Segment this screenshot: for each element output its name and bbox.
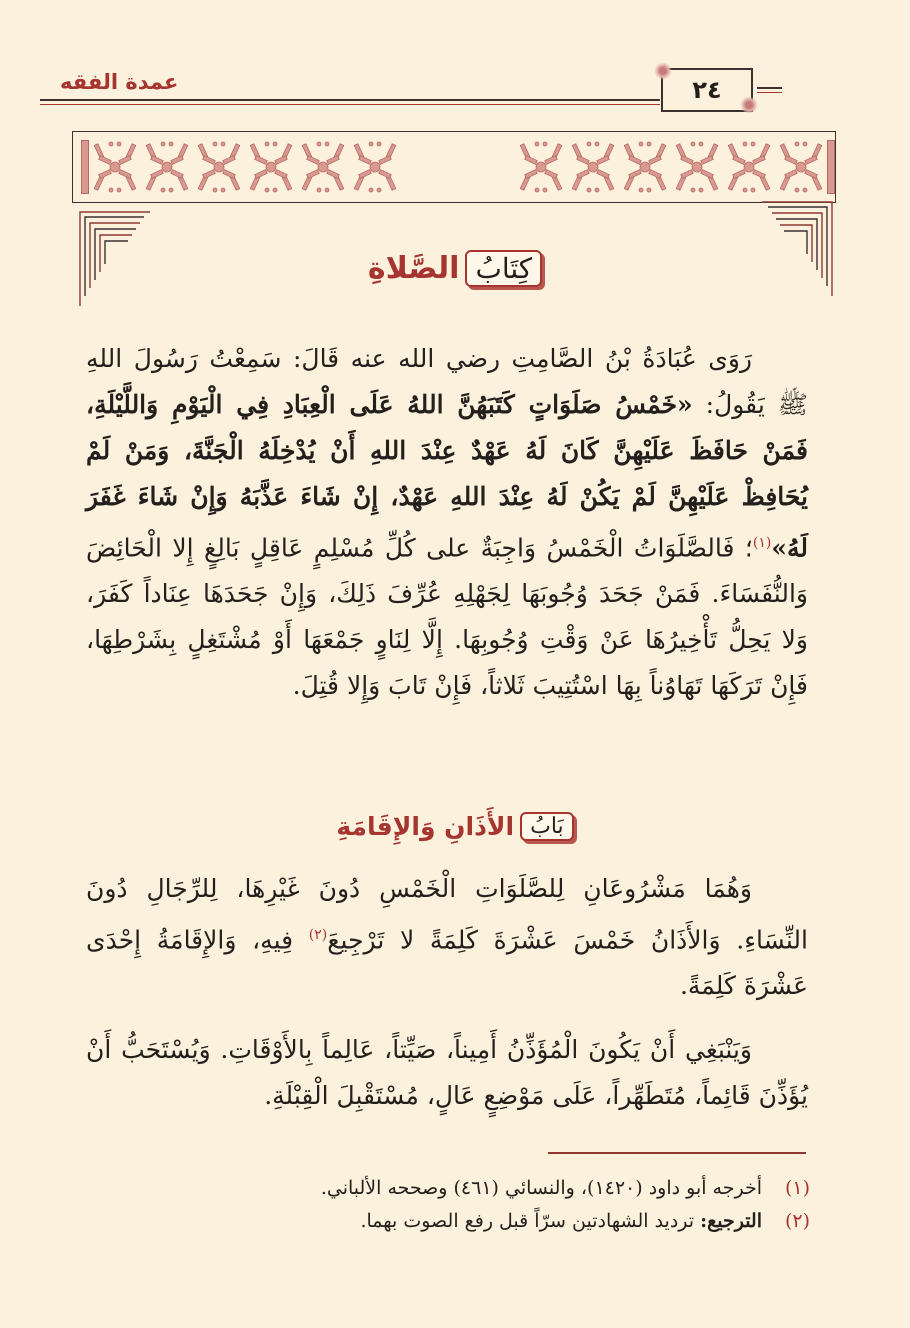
adhan-text: وَهُمَا مَشْرُوعَانِ لِلصَّلَوَاتِ الْخَمْسِ دُونَ غَيْرِهَا، لِلرِّجَالِ دُونَ النِّسَاءِ. وَالأَذَانُ خَمْسَ عَشْرَةَ كَلِمَةً لا تَرْجِيعَ <box>86 874 808 955</box>
header-rule-right <box>757 87 782 89</box>
section-paragraph-1 <box>86 866 808 1009</box>
star-motif-icon <box>723 140 775 194</box>
chapter-tag: كِتَابُ <box>465 250 542 287</box>
star-motif-icon <box>619 140 671 194</box>
footnote-ref-1[interactable]: (١) <box>752 535 772 551</box>
footnote-2 <box>150 1205 810 1238</box>
footnote-separator <box>548 1152 806 1154</box>
section-tag: بَابُ <box>520 812 574 841</box>
footnote-number: (١) <box>784 1177 810 1199</box>
star-motif-icon <box>671 140 723 194</box>
ruling-text: ؛ فَالصَّلَوَاتُ الْخَمْسُ وَاجِبَةٌ على كُلِّ مُسْلِمٍ عَاقِلٍ بَالِغٍ إِلا الْحَائِضَ وَالنُّفَسَاءَ. فَمَنْ جَحَدَ وُجُوبَهَا لِجَهْلِهِ عُرِّفَ ذَلِكَ، وَإِنْ جَحَدَهَا عِنَاداً كَفَرَ، وَلا يَحِلُّ تَأْخِيرُهَا عَنْ وَقْتِ وُجُوبِهَا. إِلَّا لِنَاوٍ جَمْعَهَا أَوْ مُشْتَغِلٍ بِشَرْطِهَا، فَإِنْ تَرَكَهَا تَهَاوُناً بِهَا اسْتُتِيبَ ثَلاثاً، فَإِنْ تَابَ وَإِلا قُتِلَ. <box>86 533 808 701</box>
header-rule <box>40 99 660 101</box>
star-motif-icon <box>515 140 567 194</box>
section-title: الأَذَانِ وَالإِقَامَةِ <box>336 812 515 841</box>
star-motif-icon <box>245 140 297 194</box>
star-motif-icon <box>89 140 141 194</box>
star-motif-icon <box>775 140 827 194</box>
hadith-intro: رَوَى عُبَادَةُ بْنُ الصَّامِتِ رضي الله عنه قَالَ: سَمِعْتُ رَسُولَ اللهِ ﷺ يَقُولُ: <box>86 344 808 419</box>
header-rule-right-accent <box>757 92 782 93</box>
footnote-ref-2[interactable]: (٢) <box>308 927 328 943</box>
banner-bar <box>827 140 835 194</box>
hadith-text: «خَمْسُ صَلَوَاتٍ كَتَبَهُنَّ اللهُ عَلَى الْعِبَادِ فِي الْيَوْمِ وَاللَّيْلَةِ، فَمَنْ حَافَظَ عَلَيْهِنَّ كَانَ لَهُ عَهْدٌ عِنْدَ اللهِ أَنْ يُدْخِلَهُ الْجَنَّةَ، وَمَنْ لَمْ يُحَافِظْ عَلَيْهِنَّ لَمْ يَكُنْ لَهُ عِنْدَ اللهِ عَهْدٌ، إِنْ شَاءَ عَذَّبَهُ وَإِنْ شَاءَ غَفَرَ لَهُ» <box>86 390 808 563</box>
star-motif-icon <box>567 140 619 194</box>
banner-bar <box>81 140 89 194</box>
chapter-body <box>86 336 808 709</box>
header-rule-accent <box>40 104 660 105</box>
section-body <box>86 866 808 1119</box>
star-motif-icon <box>349 140 401 194</box>
star-motif-icon <box>193 140 245 194</box>
footnote-text: أخرجه أبو داود (١٤٢٠)، والنسائي (٤٦١) وصححه الألباني. <box>320 1177 762 1199</box>
ornamental-banner <box>72 131 836 203</box>
chapter-title: الصَّلاةِ <box>367 251 460 286</box>
rose-ornament-icon <box>654 62 672 80</box>
footnote-text: ترديد الشهادتين سرّاً قبل رفع الصوت بهما. <box>360 1210 701 1232</box>
banner-pattern-left <box>81 140 401 194</box>
star-motif-icon <box>297 140 349 194</box>
footnote-term: الترجيع: <box>700 1210 762 1232</box>
page-number: ٢٤ <box>692 76 722 104</box>
star-motif-icon <box>141 140 193 194</box>
section-heading <box>0 812 910 841</box>
chapter-heading <box>0 250 910 287</box>
footnote-1 <box>150 1172 810 1205</box>
rose-ornament-icon <box>740 96 758 114</box>
banner-pattern-right <box>515 140 835 194</box>
running-book-title: عمدة الفقه <box>60 70 179 94</box>
chapter-paragraph <box>86 336 808 709</box>
footnote-number: (٢) <box>784 1210 810 1232</box>
iqama-text: فِيهِ، وَالإِقَامَةُ إِحْدَى عَشْرَةَ كَلِمَةً. <box>86 925 808 1001</box>
footnotes <box>150 1172 810 1238</box>
section-paragraph-2: وَيَنْبَغِي أَنْ يَكُونَ الْمُؤَذِّنُ أَمِيناً، صَيِّتاً، عَالِماً بِالأَوْقَاتِ. وَيُسْتَحَبُّ أَنْ يُؤَذِّنَ قَائِماً، مُتَطَهِّراً، عَلَى مَوْضِعٍ عَالٍ، مُسْتَقْبِلَ الْقِبْلَةِ. <box>86 1035 808 1111</box>
